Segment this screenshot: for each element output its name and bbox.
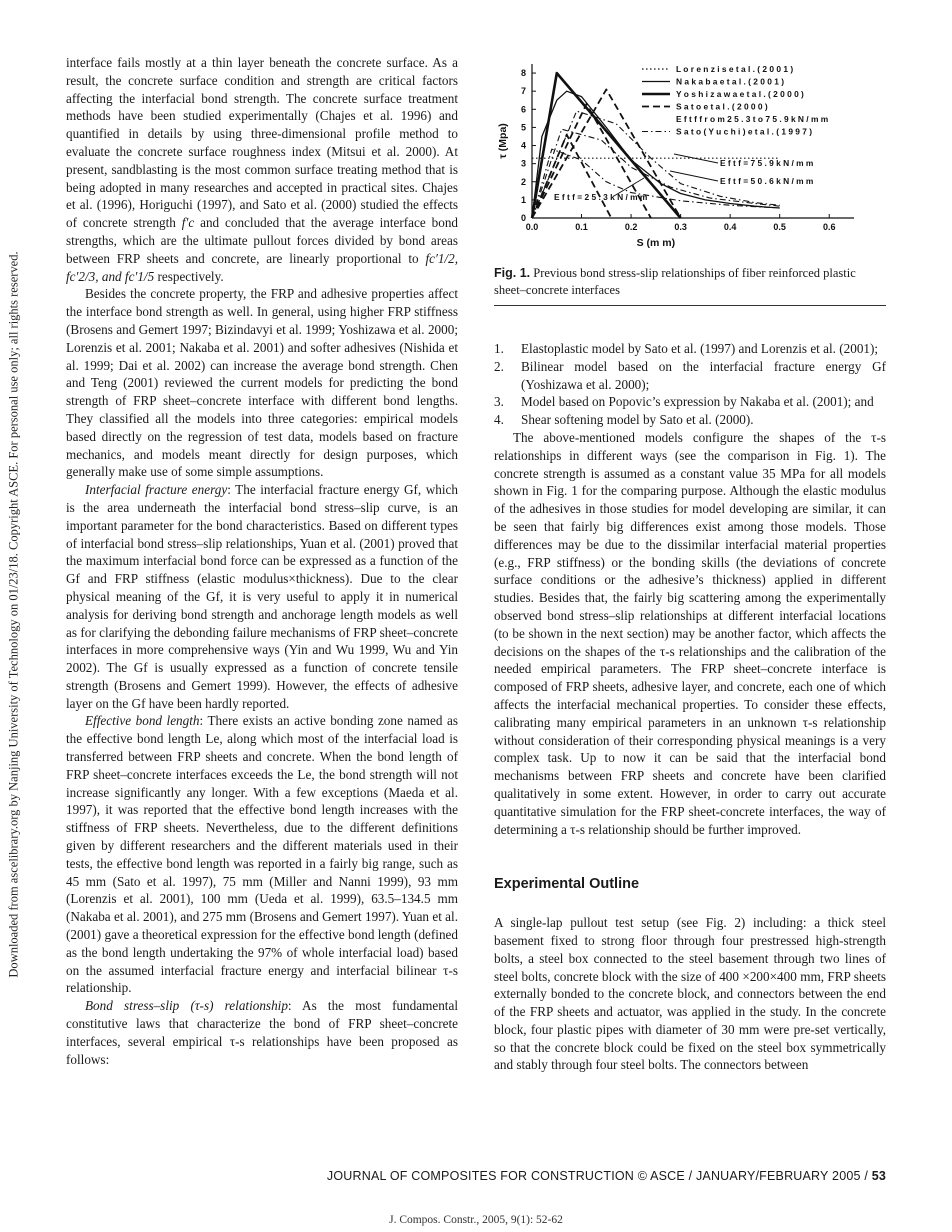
subsection-title: Bond stress–slip (τ-s) relationship (85, 998, 288, 1014)
y-axis-label: τ (Mpa) (497, 123, 509, 159)
y-tick-label: 1 (520, 194, 526, 205)
annotation-label: E f t f = 5 0 . 6 k N / m m (720, 176, 814, 186)
left-column (66, 54, 458, 1068)
x-tick-label: 0.1 (575, 222, 588, 232)
paragraph-effective-length (66, 712, 458, 997)
model-list (494, 340, 886, 429)
paragraph-test-setup: A single-lap pullout test setup (see Fig. 2) including: a thick steel basement fixed to strong floor through four prestressed high-strength bolts, a steel box connected to the steel basement through two lines of steel bolts, concrete block with the size of 400 ×200×400 mm, FRP sheets externally bonded to the concrete block, and connectors between the end of the FRP sheets and actuator, was applied in the study. In the concrete block, four plastic pipes with diameter of 30 mm were pre-set vertically, so that the concrete block could be fixed on the steel box symmetrically and stably through four steel bolts. The connectors between (494, 915, 886, 1073)
right-column (494, 340, 886, 1074)
paragraph-model-comparison: The above-mentioned models configure the shapes of the τ-s relationships in different ways (see the comparison in Fig. 1). The concrete strength is assumed as a constant value 35 MPa for all models shown in Fig. 1 for the comparing purpose. Although the elastic modulus of the adhesives in those studies for model developing are similar, it can be seen that fairly big differences exist among those models. Those differences may be due to the dissimilar interfacial material properties (e.g., FRP stiffness) or the bonding skills (the deviations of concrete surface conditions or the adhesive’s thickness) applied in different studies. Besides that, the fairly big scattering among the experimentally observed bond stress–slip relationships at different interfacial locations (to be shown in the next section) may be another factor, which affects the decisions on the shapes of the τ-s relationships and the calibration of the needed empirical parameters. The FRP sheet–concrete interface is composed of FRP sheets, adhesive layer, and concrete, each one of which affects the interfacial mechanical properties. To consider these effects, calibrating many empirical parameters in an unknown τ-s relationship without consideration of their corresponding physical meanings is a very complex task. Up to now it can be said that the interfacial bond mechanisms between FRP sheets and concrete have been clarified qualitatively in some extent. However, in order to carry out accurate quantitative simulation for the FRP sheet-concrete interfaces, the way of determining a τ-s relationship should be further improved. (494, 429, 886, 837)
legend-label: E f t f f r o m 2 5 . 3 t o 7 5 . 9 k N / m m (676, 114, 829, 124)
x-tick-label: 0.6 (822, 222, 836, 232)
list-item (494, 411, 886, 429)
text-span: interface fails mostly at a thin layer beneath the concrete surface. As a result, the concrete surface condition and strength are critical factors affecting the interfacial bond strength. The concrete surface treatment methods have been studied experimentally (Chajes et al. 1996) and quantified in details by using three-dimensional profile method to evaluate the concrete surface roughness index (Mitsui et al. 2000). At present, sandblasting is the most common surface treating method that is being adopted in many researches and accepted in practical sites. Chajes et al. (1996), Horiguchi (1997), and Sato et al. (2000) studied the effects of concrete strength (66, 55, 458, 231)
list-text: Shear softening model by Sato et al. (2000). (521, 412, 754, 428)
y-tick-label: 3 (520, 158, 526, 169)
journal-footer (327, 1169, 886, 1183)
x-tick-label: 0.4 (723, 222, 737, 232)
legend-label: Y o s h i z a w a e t a l . ( 2 0 0 0 ) (676, 89, 804, 99)
x-tick-label: 0.3 (674, 222, 687, 232)
list-text: Model based on Popovic’s expression by Nakaba et al. (2001); and (521, 394, 874, 410)
legend-label: L o r e n z i s e t a l . ( 2 0 0 1 ) (676, 64, 794, 74)
text-span: respectively. (157, 268, 224, 284)
figure-caption (494, 265, 886, 299)
paragraph-frp-adhesive: Besides the concrete property, the FRP and adhesive properties affect the interface bond strength as well. In general, using higher FRP stiffness (Brosens and Gemert 1997; Bizindavyi et al. 1999; Yoshizawa et al. 2000; Lorenzis et al. 2001; Nakaba et al. 2001) and softer adhesives (Nishida et al. 1999; Dai et al. 2002) can increase the average bond strength. Chen and Teng (2001) reviewed the current models for predicting the bond strength of FRP sheet–concrete interface with different bond lengths. They classified all the models into three categories: empirical models based directly on the regression of test data, models based on fracture mechanics, and models meant directly for design purposes, which generally make use of some simple assumptions. (66, 286, 458, 480)
legend-label: S a t o e t a l . ( 2 0 0 0 ) (676, 101, 768, 112)
subsection-title: Interfacial fracture energy (85, 482, 228, 498)
y-tick-label: 5 (520, 122, 526, 133)
journal-line: JOURNAL OF COMPOSITES FOR CONSTRUCTION © ASCE / JANUARY/FEBRUARY 2005 / (326, 1169, 868, 1183)
text-span: and concluded that the average interface bond strengths, which are the ultimate pullout forces divided by bond areas between FRP sheets and concrete, are linearly proportional to (66, 215, 459, 266)
x-tick-label: 0.5 (773, 222, 786, 232)
subsection-title: Effective bond length (85, 713, 200, 729)
list-text: Bilinear model based on the interfacial fracture energy Gf (Yoshizawa et al. 2000); (521, 358, 886, 392)
legend-label: S a t o ( Y u c h i ) e t a l . ( 1 9 9 7 ) (676, 126, 813, 137)
symbol-fc: f′c (181, 215, 195, 231)
legend-label: N a k a b a e t a l . ( 2 0 0 1 ) (676, 76, 784, 87)
caption-label: Fig. 1. (494, 266, 531, 280)
paragraph-bond-stress-slip (66, 997, 458, 1068)
figure-divider (494, 305, 886, 306)
text-span: : As the most fundamental constitutive laws that characterize the bond of FRP sheet–concrete interfaces, several empirical τ-s relationships have been proposed as follows: (66, 998, 458, 1067)
y-tick-label: 2 (520, 176, 526, 187)
list-number: 3. (494, 394, 504, 410)
list-item (494, 393, 886, 411)
y-tick-label: 7 (520, 86, 526, 97)
y-tick-label: 0 (520, 213, 526, 223)
list-item (494, 340, 886, 358)
download-watermark: Downloaded from ascelibrary.org by Nanjing University of Technology on 01/23/18. Copyright ASCE. For personal use only; all rights reserved. (6, 251, 21, 978)
page-number: 53 (871, 1169, 886, 1183)
list-text: Elastoplastic model by Sato et al. (1997) and Lorenzis et al. (2001); (521, 341, 879, 356)
y-tick-label: 4 (520, 140, 526, 151)
text-span: : The interfacial fracture energy Gf, which is the area underneath the interfacial bond stress–slip curve, is an important parameter for the bond characteristics. Based on different types of interfacial bond stress–slip relationships, Yuan et al. (2001) proved that the maximum interfacial bond force can be expressed as a function of the Gf and FRP stiffness (elastic modulus×thickness). Due to the clear physical meaning of the Gf, it is very useful to apply it in numerical analysis for deriving bond strength and anchorage length models as well as for clarifying the debonding failure mechanisms of FRP sheet–concrete interfaces in more comprehensive ways (Yin and Wu 1999, Wu and Yin 2002). The Gf is usually expressed as a function of concrete tensile strength (Brosens and Gemert 1999). However, the effects of adhesive layer on the Gf have been hardly reported. (66, 482, 458, 711)
list-number: 1. (494, 341, 504, 356)
list-number: 4. (494, 412, 504, 428)
paragraph-fracture-energy (66, 481, 458, 712)
y-tick-label: 6 (520, 104, 526, 115)
x-axis-label: S (m m) (636, 237, 676, 249)
section-heading: Experimental Outline (494, 876, 640, 893)
figure-1 (494, 54, 886, 254)
annotation-label: E f t f = 2 5 . 3 k N / m m (554, 192, 648, 202)
bond-stress-slip-chart (494, 54, 886, 254)
annotation-label: E f t f = 7 5 . 9 k N / m m (720, 158, 814, 168)
citation-line: J. Compos. Constr., 2005, 9(1): 52-62 (389, 1214, 563, 1226)
text-span: : There exists an active bonding zone named as the effective bond length Le, along which most of the interfacial load is transferred between FRP sheets and concrete. When the bond length of FRP sheet–concrete interfaces exceeds the Le, the bond strength will not increase significantly any longer. With a few exceptions (Maeda et al. 1997), it was reported that the effective bond length increases with the stiffness of FRP sheets. Nevertheless, due to the different definitions given by different researchers and the different materials used in their tests, the effective bond length was reported in a fairly big range, such as 45 mm (Sato et al. 1997), 75 mm (Miller and Nanni 1999), 93 mm (Lorenzis et al. 2001), 100 mm (Ueda et al. 1999), 63.5–134.5 mm (Nakaba et al. 2001), and 275 mm (Brosens and Gemert 1997). Yuan et al. (2001) gave a theoretical expression for the effective bond length (defined as the bond length undertaking the 97% of whole interfacial load) based on the assumed interfacial fracture energy and interfacial bilinear τ-s relationship. (66, 713, 458, 996)
caption-text: Previous bond stress-slip relationships of fiber reinforced plastic sheet–concrete interfaces (494, 266, 856, 297)
list-item (494, 358, 886, 394)
symbol-fc-list: fc′1/2, fc′2/3, and fc′1/5 (66, 250, 458, 284)
paragraph-surface (66, 54, 458, 285)
annotation-leader (670, 171, 718, 181)
x-tick-label: 0.2 (624, 222, 638, 232)
x-tick-label: 0.0 (525, 222, 539, 232)
list-number: 2. (494, 358, 504, 374)
y-tick-label: 8 (520, 68, 526, 79)
